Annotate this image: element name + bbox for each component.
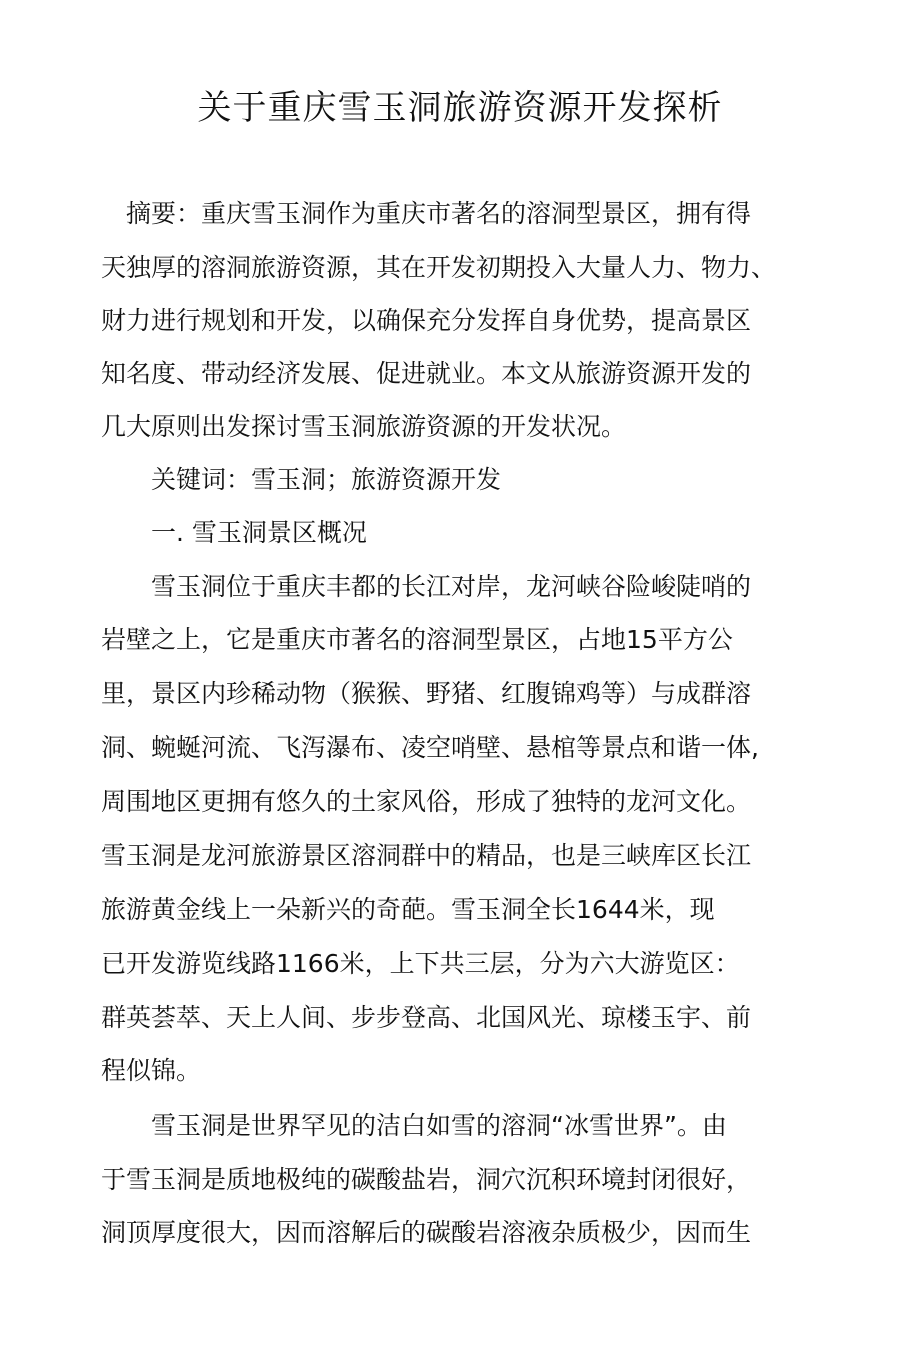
text-line: 程似锦。 [101, 1056, 202, 1085]
text-line: 里，景区内珍稀动物（猴猴、野猪、红腹锦鸡等）与成群溶 [101, 679, 752, 708]
text-line: 洞、蜿蜒河流、飞泻瀑布、凌空哨壁、悬棺等景点和谐一体, [101, 733, 759, 762]
text-line: 已开发游览线路1166米，上下共三层，分为六大游览区： [101, 949, 740, 978]
text-line: 知名度、带动经济发展、促进就业。本文从旅游资源开发的 [101, 359, 752, 388]
text-line: 于雪玉洞是质地极纯的碳酸盐岩，洞穴沉积环境封闭很好， [101, 1165, 752, 1194]
text-line: 旅游黄金线上一朵新兴的奇葩。雪玉洞全长1644米，现 [101, 895, 715, 924]
text-line: 天独厚的溶洞旅游资源，其在开发初期投入大量人力、物力、 [101, 253, 777, 282]
text-line: 雪玉洞位于重庆丰都的长江对岸，龙河峡谷险峻陡哨的 [101, 572, 752, 601]
section-heading: 一. 雪玉洞景区概况 [101, 518, 367, 547]
text-line: 周围地区更拥有悠久的土家风俗，形成了独特的龙河文化。 [101, 787, 752, 816]
text-line: 摘要：重庆雪玉洞作为重庆市著名的溶洞型景区，拥有得 [101, 199, 752, 228]
document-title: 关于重庆雪玉洞旅游资源开发探析 [197, 88, 723, 128]
text-line: 群英荟萃、天上人间、步步登高、北国风光、琼楼玉宇、前 [101, 1003, 752, 1032]
keywords-line: 关键词：雪玉洞；旅游资源开发 [101, 465, 502, 494]
text-line: 洞顶厚度很大，因而溶解后的碳酸岩溶液杂质极少，因而生 [101, 1218, 752, 1247]
text-line: 雪玉洞是龙河旅游景区溶洞群中的精品，也是三峡库区长江 [101, 841, 752, 870]
text-line: 岩壁之上，它是重庆市著名的溶洞型景区，占地15平方公 [101, 625, 733, 654]
text-line: 几大原则出发探讨雪玉洞旅游资源的开发状况。 [101, 412, 627, 441]
text-line: 财力进行规划和开发，以确保充分发挥自身优势，提高景区 [101, 306, 752, 335]
text-line: 雪玉洞是世界罕见的洁白如雪的溶洞“冰雪世界”。由 [101, 1111, 727, 1140]
